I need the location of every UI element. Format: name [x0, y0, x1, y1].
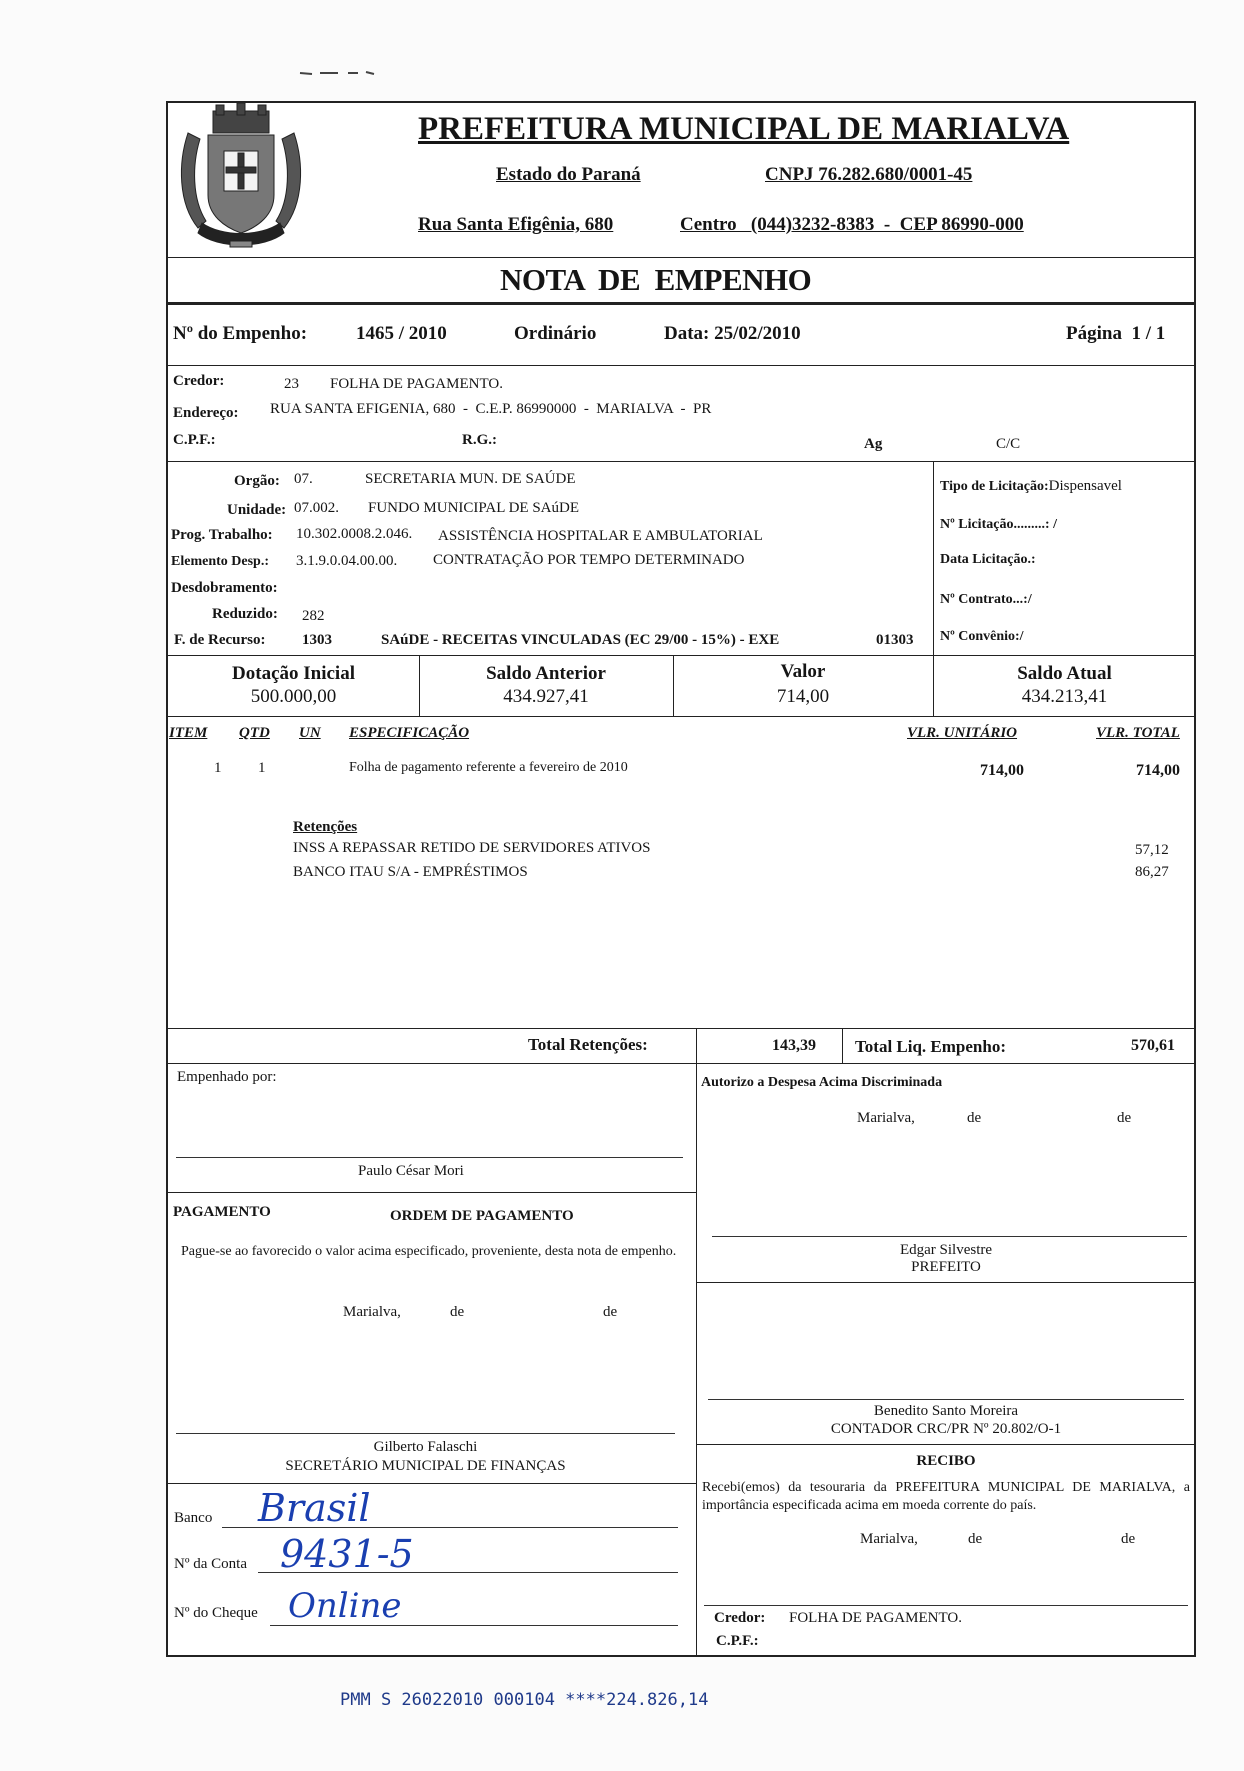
retencao-desc: BANCO ITAU S/A - EMPRÉSTIMOS: [293, 864, 528, 880]
credor-name: FOLHA DE PAGAMENTO.: [330, 376, 503, 392]
prog-code: 10.302.0008.2.046.: [296, 526, 413, 542]
recibo-text: Recebi(emos) da tesouraria da PREFEITURA MUNICIPAL DE MARIALVA, a importância especificada acima em moeda corrente do país.: [702, 1480, 1190, 1513]
autorizo-de: de: [1117, 1110, 1132, 1126]
item-number: 1: [214, 760, 222, 776]
total-retencoes-value: 143,39: [772, 1037, 816, 1054]
item-total: 714,00: [1136, 762, 1180, 779]
pagamento-signer: Gilberto Falaschi: [373, 1439, 478, 1455]
unidade-code: 07.002.: [294, 500, 339, 516]
numero-contrato: Nº Contrato...:/: [940, 592, 1032, 607]
header-address: Rua Santa Efigênia, 680: [418, 214, 614, 235]
total-retencoes-label: Total Retenções:: [528, 1035, 648, 1054]
recurso-num: 01303: [876, 632, 914, 648]
reduzido-value: 282: [302, 608, 325, 624]
recurso-code: 1303: [302, 632, 332, 648]
saldo-atual-value: 434.213,41: [1021, 686, 1108, 707]
rg-label: R.G.:: [462, 432, 497, 448]
header-contact: Centro (044)3232-8383 - CEP 86990-000: [680, 214, 1024, 235]
prog-name: ASSISTÊNCIA HOSPITALAR E AMBULATORIAL: [438, 528, 763, 544]
doc-title: NOTA DE EMPENHO: [500, 262, 812, 297]
header-state: Estado do Paraná: [496, 164, 641, 185]
recibo-de: de: [1121, 1531, 1136, 1547]
valor-value: 714,00: [776, 686, 830, 707]
credor-label: Credor:: [173, 373, 225, 389]
data-licitacao: Data Licitação.:: [940, 552, 1036, 567]
unidade-name: FUNDO MUNICIPAL DE SAúDE: [368, 500, 579, 516]
unidade-label: Unidade:: [227, 502, 287, 518]
autorizo-de: de: [967, 1110, 982, 1126]
desdobramento-label: Desdobramento:: [171, 580, 278, 596]
reduzido-label: Reduzido:: [212, 606, 278, 622]
total-liq-label: Total Liq. Empenho:: [855, 1037, 1006, 1056]
elemento-label: Elemento Desp.:: [171, 554, 269, 569]
dotacao-inicial-value: 500.000,00: [250, 686, 337, 707]
cc-label: C/C: [996, 436, 1021, 452]
autorizo-title: Autorizo a Despesa Acima Discriminada: [701, 1075, 943, 1090]
dotacao-inicial-label: Dotação Inicial: [232, 663, 355, 684]
ordem-pagamento-title: ORDEM DE PAGAMENTO: [390, 1208, 574, 1224]
orgao-name: SECRETARIA MUN. DE SAÚDE: [365, 471, 576, 487]
col-item: ITEM: [169, 725, 208, 741]
header-title: PREFEITURA MUNICIPAL DE MARIALVA: [418, 111, 1070, 147]
retencoes-title: Retenções: [293, 819, 358, 835]
elemento-code: 3.1.9.0.04.00.00.: [296, 553, 398, 569]
header-cnpj: CNPJ 76.282.680/0001-45: [765, 164, 973, 185]
orgao-label: Orgão:: [234, 473, 280, 489]
empenhado-label: Empenhado por:: [177, 1069, 277, 1085]
banco-handwritten: Brasil: [258, 1486, 371, 1530]
cashier-stamp: PMM S 26022010 000104 ****224.826,14: [340, 1690, 709, 1710]
saldo-anterior-value: 434.927,41: [503, 686, 589, 707]
recibo-credor-label: Credor:: [714, 1610, 766, 1626]
empenho-number: 1465 / 2010: [356, 323, 447, 344]
top-smudge: [298, 64, 378, 74]
recibo-title: RECIBO: [916, 1453, 976, 1469]
saldo-anterior-label: Saldo Anterior: [486, 663, 606, 684]
banco-label: Banco: [174, 1510, 213, 1526]
conta-label: Nº da Conta: [174, 1556, 247, 1572]
tipo-licitacao: Tipo de Licitação:Dispensavel: [940, 478, 1122, 494]
item-unit: 714,00: [980, 762, 1024, 779]
empenho-page: Página 1 / 1: [1066, 323, 1166, 344]
retencao-value: 86,27: [1135, 864, 1169, 880]
coat-of-arms-icon: [168, 103, 314, 258]
endereco-value: RUA SANTA EFIGENIA, 680 - C.E.P. 86990000 - MARIALVA - PR: [270, 401, 712, 417]
recurso-name: SAúDE - RECEITAS VINCULADAS (EC 29/00 - 15%) - EXE: [381, 632, 780, 648]
pagamento-text: Pague-se ao favorecido o valor acima especificado, proveniente, desta nota de empenho.: [181, 1244, 677, 1259]
pagamento-title: PAGAMENTO: [173, 1204, 271, 1220]
valor-label: Valor: [780, 661, 826, 682]
col-un: UN: [299, 725, 321, 741]
pagamento-de: de: [603, 1304, 618, 1320]
retencao-desc: INSS A REPASSAR RETIDO DE SERVIDORES ATIVOS: [293, 840, 651, 856]
col-qtd: QTD: [239, 725, 270, 741]
recibo-credor-value: FOLHA DE PAGAMENTO.: [789, 1610, 962, 1626]
col-especificacao: ESPECIFICAÇÃO: [349, 725, 470, 741]
cheque-label: Nº do Cheque: [174, 1605, 258, 1621]
empenho-date: Data: 25/02/2010: [664, 323, 801, 344]
autorizo-signer: Edgar Silvestre: [899, 1242, 993, 1258]
autorizo-place: Marialva,: [857, 1110, 915, 1126]
pagamento-role: SECRETÁRIO MUNICIPAL DE FINANÇAS: [285, 1458, 566, 1474]
numero-licitacao: Nº Licitação.........: /: [940, 517, 1057, 532]
saldo-atual-label: Saldo Atual: [1017, 663, 1112, 684]
item-qtd: 1: [258, 760, 266, 776]
recibo-de: de: [968, 1531, 983, 1547]
recibo-cpf-label: C.P.F.:: [716, 1633, 759, 1649]
empenho-type: Ordinário: [514, 323, 597, 344]
credor-code: 23: [284, 376, 299, 392]
col-vlr-unitario: VLR. UNITÁRIO: [907, 725, 1018, 741]
retencao-value: 57,12: [1135, 842, 1169, 858]
ag-label: Ag: [864, 436, 883, 452]
prog-label: Prog. Trabalho:: [171, 527, 273, 543]
endereco-label: Endereço:: [173, 405, 239, 421]
cpf-label: C.P.F.:: [173, 432, 216, 448]
recurso-label: F. de Recurso:: [174, 632, 266, 648]
empenho-label: Nº do Empenho:: [173, 323, 308, 344]
total-liq-value: 570,61: [1131, 1037, 1175, 1054]
item-desc: Folha de pagamento referente a fevereiro de 2010: [349, 760, 628, 775]
cheque-handwritten: Online: [288, 1586, 402, 1626]
orgao-code: 07.: [294, 471, 313, 487]
empenhado-signer: Paulo César Mori: [358, 1163, 464, 1179]
col-vlr-total: VLR. TOTAL: [1096, 725, 1180, 741]
pagamento-de: de: [450, 1304, 465, 1320]
recibo-place: Marialva,: [860, 1531, 918, 1547]
numero-convenio: Nº Convênio:/: [940, 629, 1024, 644]
contador-signer: Benedito Santo Moreira: [873, 1403, 1019, 1419]
autorizo-role: PREFEITO: [911, 1259, 981, 1275]
pagamento-place: Marialva,: [343, 1304, 401, 1320]
conta-handwritten: 9431-5: [280, 1532, 414, 1576]
elemento-name: CONTRATAÇÃO POR TEMPO DETERMINADO: [433, 552, 745, 568]
contador-role: CONTADOR CRC/PR Nº 20.802/O-1: [830, 1421, 1062, 1437]
